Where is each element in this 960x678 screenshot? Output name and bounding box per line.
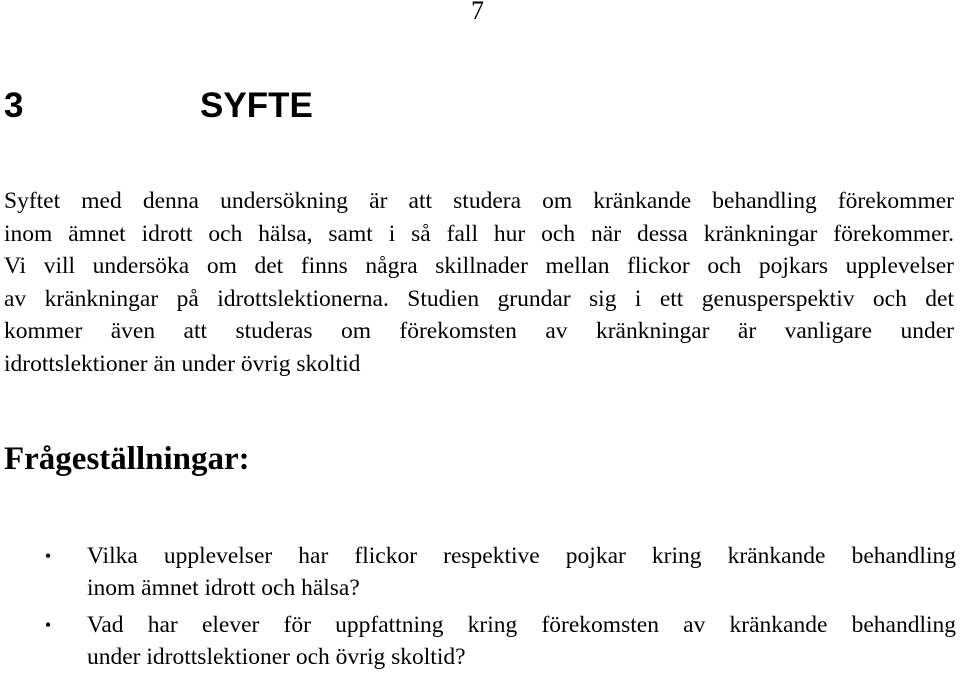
question-item (0, 540, 956, 604)
intro-line: Syftet med denna undersökning är att studera om kränkande behandling förekommer (4, 188, 954, 214)
question-item (0, 609, 956, 673)
question-line: Vilka upplevelser har flickor respektive pojkar kring kränkande behandling (87, 543, 956, 569)
question-line: Vad har elever för uppfattning kring förekomsten av kränkande behandling (87, 612, 956, 638)
question-line: inom ämnet idrott och hälsa? (87, 575, 360, 601)
page-number: 7 (471, 0, 484, 25)
intro-line: idrottslektioner än under övrig skoltid (4, 350, 361, 377)
bullet-icon: • (44, 615, 52, 635)
questions-list (0, 540, 956, 678)
chapter-number: 3 (4, 86, 24, 125)
intro-line: av kränkningar på idrottslektionerna. Studien grundar sig i ett genusperspektiv och det (4, 285, 954, 312)
intro-line: kommer även att studeras om förekomsten av kränkningar är vanligare under (4, 318, 954, 344)
question-line: under idrottslektioner och övrig skoltid? (87, 644, 466, 670)
intro-paragraph (4, 185, 954, 380)
chapter-heading (4, 84, 504, 128)
chapter-title: SYFTE (200, 86, 313, 125)
intro-line: Vi vill undersöka om det finns några skillnader mellan flickor och pojkars upplevelser (4, 253, 954, 279)
intro-line: inom ämnet idrott och hälsa, samt i så fall hur och när dessa kränkningar förekommer. (4, 220, 954, 247)
bullet-icon: • (44, 546, 52, 566)
questions-heading: Frågeställningar: (4, 441, 250, 477)
